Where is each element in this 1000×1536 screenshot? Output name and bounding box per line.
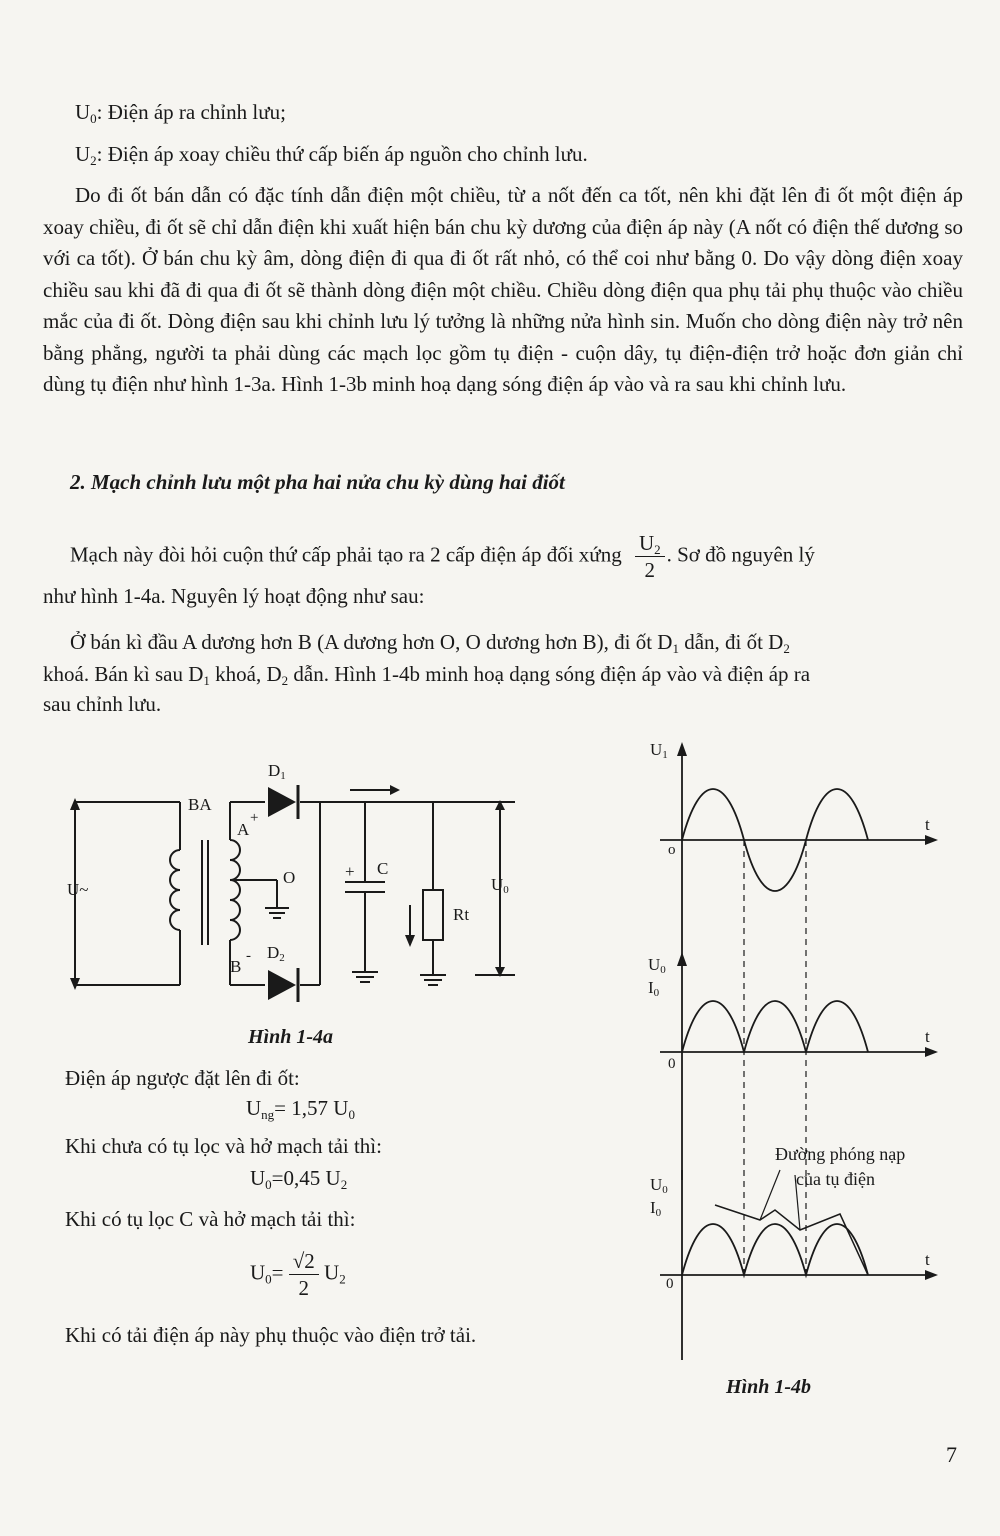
- rectifier-circuit-diagram: [55, 750, 525, 1020]
- label-c-sign: +: [345, 862, 355, 881]
- label-d2: D2: [267, 943, 285, 964]
- g2-origin: 0: [668, 1056, 676, 1072]
- formula-with-filter: $U_0=$ $\frac{√2}{2}$ $U_2$: [250, 1249, 346, 1300]
- section-heading: 2. Mạch chỉnh lưu một pha hai nửa chu kỳ dùng hai điốt: [70, 470, 565, 494]
- figure-caption-1-4b: Hình 1-4b: [726, 1376, 812, 1398]
- capacitor-annotation-line1: Đường phóng nạp: [775, 1144, 906, 1164]
- label-o: O: [283, 868, 296, 887]
- paragraph-operation-line1: Ở bán kì đầu A dương hơn B (A dương hơn O, O dương hơn B), đi ốt $D_1$ dẫn, đi ốt $D_2$: [70, 630, 790, 656]
- page-number: 7: [946, 1442, 957, 1467]
- g3-origin: 0: [666, 1276, 674, 1292]
- g1-t-label: t: [925, 815, 930, 834]
- paragraph-two-diode-intro-cont: như hình 1-4a. Nguyên lý hoạt động như sau:: [43, 584, 425, 608]
- paragraph-operation-line2: khoá. Bán kì sau $D_1$ khoá, $D_2$ dẫn. Hình 1-4b minh hoạ dạng sóng điện áp vào và điện áp ra: [43, 662, 811, 688]
- g1-label: U1: [650, 740, 668, 761]
- load-note: Khi có tải điện áp này phụ thuộc vào điện trở tải.: [65, 1323, 477, 1347]
- capacitor-annotation-line2: của tụ điện: [796, 1169, 875, 1189]
- paragraph-operation-line3: sau chỉnh lưu.: [43, 692, 162, 716]
- formula-no-filter: $U_0=0,45$ $U_2$: [250, 1166, 348, 1192]
- label-a: A: [237, 820, 250, 839]
- label-ba: BA: [188, 795, 212, 814]
- label-u0: U0: [491, 875, 509, 896]
- no-filter-label: Khi chưa có tụ lọc và hở mạch tải thì:: [65, 1134, 382, 1158]
- g3-label-u0: U0: [650, 1175, 668, 1196]
- label-b: B: [230, 957, 242, 976]
- fraction-sqrt2-over-2: $\frac{√2}{2}$: [289, 1248, 319, 1301]
- g3-t-label: t: [925, 1250, 930, 1269]
- paragraph-two-diode-intro: Mạch này đòi hỏi cuộn thứ cấp phải tạo ra 2 cấp điện áp đối xứng $\frac{U_2}{2}$ . Sơ đồ nguyên lý: [70, 531, 815, 582]
- u0-definition: $U_0$: Điện áp ra chỉnh lưu;: [75, 100, 286, 126]
- paragraph-diode-principle: Do đi ốt bán dẫn có đặc tính dẫn điện một chiều, từ a nốt đến ca tốt, nên khi đặt lên đi ốt một điện áp xoay chiều, đi ốt sẽ chỉ dẫn điện khi xuất hiện bán chu kỳ dương của điện áp này (A nốt có điện thế dương so với ca tốt). Ở bán chu kỳ âm, dòng điện đi qua đi ốt rất nhỏ, có thể coi như bằng 0. Do vậy dòng điện xoay chiều sau khi đã đi qua đi ốt sẽ thành dòng điện một chiều. Chiều dòng điện qua phụ tải phụ thuộc vào chiều mắc của đi ốt. Dòng điện sau khi chỉnh lưu lý tưởng là những nửa hình sin. Muốn cho dòng điện này trở nên bằng phẳng, người ta phải dùng các mạch lọc gồm tụ điện - cuộn dây, tụ điện-điện trở hoặc đơn giản chỉ dùng tụ điện như hình 1-3a. Hình 1-3b minh hoạ dạng sóng điện áp vào và ra sau khi chỉnh lưu.: [43, 183, 963, 396]
- with-filter-label: Khi có tụ lọc C và hở mạch tải thì:: [65, 1207, 356, 1231]
- label-d1: D1: [268, 761, 286, 782]
- label-u-in: U~: [67, 880, 89, 899]
- label-rt: Rt: [453, 905, 470, 924]
- label-b-sign: -: [246, 948, 251, 964]
- figure-caption-1-4a: Hình 1-4a: [248, 1026, 334, 1048]
- g1-origin: o: [668, 842, 676, 858]
- waveform-diagram: [620, 730, 950, 1370]
- g2-label-u0: U0: [648, 955, 666, 976]
- g3-label-i0: I0: [650, 1198, 662, 1219]
- g2-t-label: t: [925, 1027, 930, 1046]
- fraction-u2-over-2: $\frac{U_2}{2}$: [635, 530, 665, 583]
- reverse-voltage-label: Điện áp ngược đặt lên đi ốt:: [65, 1066, 300, 1090]
- label-a-sign: +: [250, 810, 259, 826]
- label-c: C: [377, 859, 389, 878]
- u2-definition: $U_2$: Điện áp xoay chiều thứ cấp biến áp nguồn cho chỉnh lưu.: [75, 142, 588, 168]
- g2-label-i0: I0: [648, 978, 660, 999]
- formula-reverse-voltage: $U_{ng}= 1,57$ $U_0$: [246, 1096, 355, 1122]
